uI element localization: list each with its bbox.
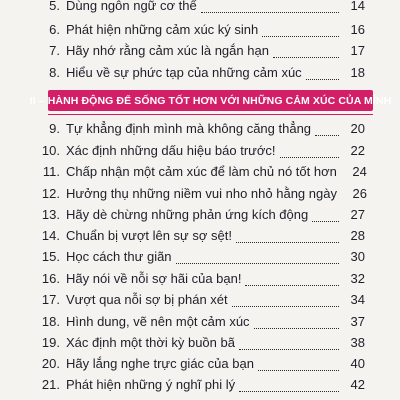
entry-page: 37 (350, 314, 365, 329)
entry-number: 20. (41, 356, 60, 371)
entry-page: 42 (350, 377, 365, 392)
dot-leader (273, 44, 339, 58)
dot-leader (201, 0, 339, 13)
toc-entry (30, 333, 365, 353)
entry-title: Xác định những dấu hiệu báo trước! (66, 143, 276, 158)
entry-page: 32 (350, 271, 365, 286)
entry-number: 7. (49, 43, 60, 58)
entry-number: 8. (49, 65, 60, 80)
entry-title: Xác định một thời kỳ buồn bã (66, 335, 235, 350)
entry-page: 22 (350, 143, 365, 158)
entry-page: 27 (350, 207, 365, 222)
dot-leader (245, 272, 339, 286)
entry-page: 38 (350, 335, 365, 350)
dot-leader (306, 66, 339, 80)
section-header-text: II – HÀNH ĐỘNG ĐỂ SỐNG TỐT HƠN VỚI NHỮNG CẢM XÚC CỦA MÌNH (29, 94, 392, 107)
dot-leader (315, 122, 339, 136)
entry-title: Hình dung, vẽ nên một cảm xúc (66, 314, 250, 329)
entry-number: 15. (41, 249, 60, 264)
entry-number: 11. (42, 164, 60, 179)
entry-page: 34 (350, 292, 365, 307)
entry-number: 21. (41, 377, 60, 392)
toc-entry (30, 184, 365, 204)
entry-title: Hưởng thụ những niềm vui nho nhỏ hằng ngày (66, 186, 337, 201)
toc-entry (30, 375, 365, 395)
toc-entry (30, 41, 365, 61)
entry-title: Hãy nói về nỗi sợ hãi của bạn! (66, 271, 242, 286)
entry-number: 14. (41, 228, 60, 243)
toc-entry (30, 141, 365, 161)
entry-number: 12. (41, 186, 60, 201)
entry-number: 10. (41, 143, 60, 158)
entry-title: Dùng ngôn ngữ cơ thể (66, 0, 197, 13)
toc-entry (30, 63, 365, 83)
entry-title: Hãy nhớ rằng cảm xúc là ngắn hạn (66, 43, 269, 58)
entry-number: 19. (41, 335, 60, 350)
entry-page: 14 (350, 0, 365, 13)
dot-leader (239, 336, 339, 350)
toc-entry (30, 247, 365, 267)
entry-page: 40 (350, 356, 365, 371)
entry-page: 20 (350, 121, 365, 136)
dot-leader (236, 229, 339, 243)
entry-number: 13. (41, 207, 60, 222)
entry-number: 18. (41, 314, 60, 329)
entry-number: 17. (41, 292, 60, 307)
entry-page: 26 (352, 186, 367, 201)
entry-page: 24 (352, 164, 367, 179)
entry-title: Vượt qua nỗi sợ bị phán xét (66, 292, 228, 307)
entry-page: 30 (350, 249, 365, 264)
entry-title: Hiểu về sự phức tạp của những cảm xúc (66, 65, 302, 80)
toc-entry (30, 20, 365, 40)
entry-number: 16. (41, 271, 60, 286)
section-divider (48, 114, 373, 115)
entry-page: 16 (350, 22, 365, 37)
entry-number: 9. (49, 121, 60, 136)
toc-entry (30, 162, 365, 182)
dot-leader (239, 378, 339, 392)
entry-page: 18 (350, 65, 365, 80)
entry-number: 5. (49, 0, 60, 13)
dot-leader (232, 293, 339, 307)
dot-leader (176, 250, 339, 264)
entry-number: 6. (49, 22, 60, 37)
entry-title: Hãy lắng nghe trực giác của bạn (66, 356, 254, 371)
toc-entry (30, 290, 365, 310)
entry-title: Hãy dè chừng những phản ứng kích động (66, 207, 309, 222)
entry-title: Phát hiện những ý nghĩ phi lý (66, 377, 236, 392)
toc-entry (30, 312, 365, 332)
toc-entry (30, 205, 365, 225)
toc-entry (30, 226, 365, 246)
dot-leader (280, 144, 339, 158)
toc-entry (30, 119, 365, 139)
dot-leader (254, 315, 339, 329)
entry-title: Chấp nhận một cảm xúc để làm chủ nó tốt hơn (66, 164, 337, 179)
entry-page: 28 (350, 228, 365, 243)
toc-entry (30, 0, 365, 16)
entry-title: Chuẩn bị vượt lên sự sợ sệt! (66, 228, 232, 243)
toc-entry (30, 354, 365, 374)
section-header (29, 90, 392, 111)
entry-page: 17 (350, 43, 365, 58)
dot-leader (258, 357, 339, 371)
entry-title: Phát hiện những cảm xúc ký sinh (66, 22, 259, 37)
entry-title: Học cách thư giãn (66, 249, 172, 264)
dot-leader (262, 23, 339, 37)
entry-title: Tự khẳng định mình mà không căng thẳng (66, 121, 312, 136)
dot-leader (312, 208, 339, 222)
toc-entry (30, 269, 365, 289)
